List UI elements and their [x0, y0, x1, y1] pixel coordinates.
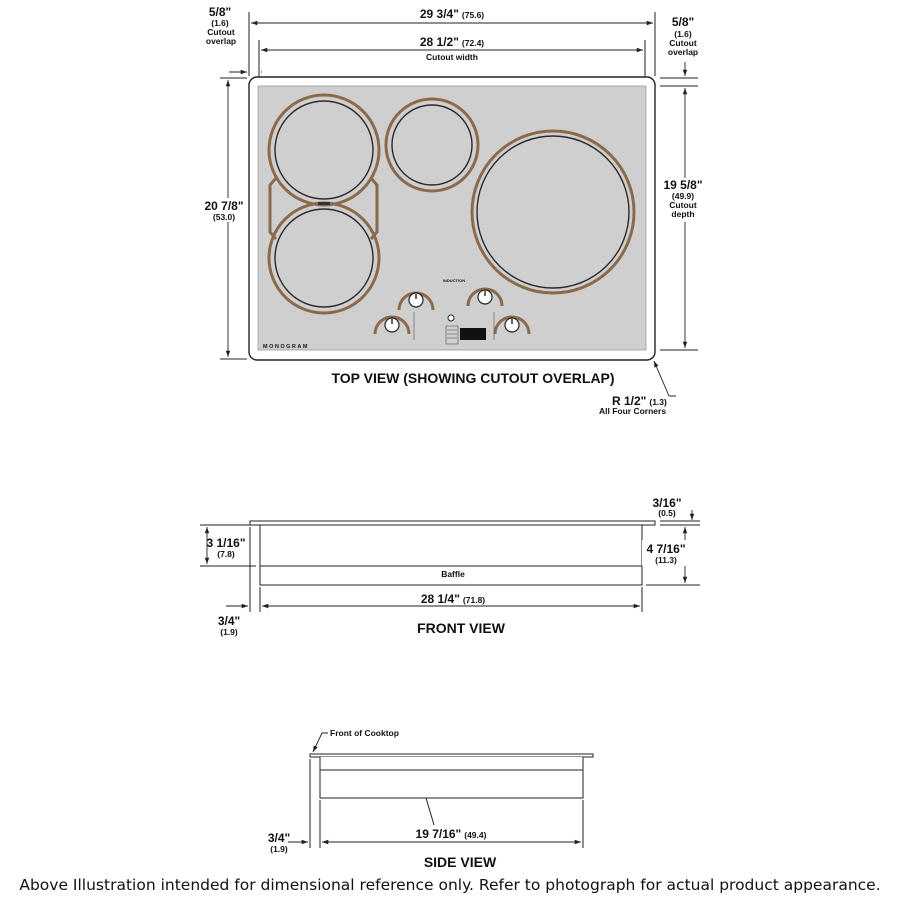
svg-text:Cutout: Cutout — [669, 200, 697, 210]
front-glass — [250, 521, 655, 525]
cutout-depth-label: 19 5/8" — [663, 178, 703, 192]
svg-text:(0.5): (0.5) — [658, 508, 676, 518]
side-offset-label: 3/4" — [267, 831, 291, 845]
cutout-width-label: 28 1/2" (72.4) — [419, 35, 485, 49]
top-view-title: TOP VIEW (SHOWING CUTOUT OVERLAP) — [331, 370, 615, 386]
svg-text:(49.9): (49.9) — [671, 191, 695, 201]
cooktop-glass — [258, 86, 646, 350]
right-overlap-label: 5/8" — [671, 15, 695, 29]
front-of-cooktop-label: Front of Cooktop — [330, 728, 399, 738]
svg-text:(1.9): (1.9) — [220, 627, 238, 637]
side-view-title: SIDE VIEW — [423, 854, 497, 870]
side-body — [320, 757, 583, 798]
svg-text:(7.8): (7.8) — [217, 549, 235, 559]
baffle-label: Baffle — [441, 569, 465, 579]
glass-thickness-label: 3/16" — [652, 496, 682, 510]
svg-text:overlap: overlap — [205, 36, 237, 46]
bridge-mark — [318, 202, 330, 205]
svg-text:(1.6): (1.6) — [674, 29, 692, 39]
disclaimer-text: Above Illustration intended for dimensional reference only. Refer to photograph for actual product appearance. — [19, 876, 881, 894]
svg-text:(53.0): (53.0) — [212, 212, 236, 222]
front-view-title: FRONT VIEW — [417, 620, 505, 636]
svg-text:Cutout: Cutout — [669, 38, 697, 48]
overall-depth-label: 20 7/8" — [204, 199, 244, 213]
induction-label: INDUCTION — [442, 278, 466, 283]
svg-text:(11.3): (11.3) — [655, 555, 677, 565]
top-view — [198, 5, 714, 416]
corner-radius-caption: All Four Corners — [599, 406, 667, 416]
front-bottom-offset-label: 3/4" — [217, 614, 241, 628]
svg-text:(1.9): (1.9) — [270, 844, 288, 854]
cutout-width-caption: Cutout width — [426, 52, 478, 62]
front-right-depth-label: 4 7/16" — [646, 542, 686, 556]
svg-text:(1.6): (1.6) — [211, 18, 229, 28]
front-width-label: 28 1/4" (71.8) — [420, 592, 486, 606]
left-overlap-label: 5/8" — [208, 5, 232, 19]
front-view — [200, 496, 700, 637]
brand-logo-text: MONOGRAM — [263, 344, 309, 350]
side-view — [268, 728, 593, 870]
timer-display — [460, 328, 486, 340]
svg-text:Cutout: Cutout — [207, 27, 235, 37]
overall-width-label: 29 3/4" (75.6) — [419, 7, 485, 21]
side-glass — [310, 754, 593, 757]
corner-radius-label: R 1/2" (1.3) — [612, 394, 667, 408]
front-left-depth-label: 3 1/16" — [206, 536, 246, 550]
side-depth-label: 19 7/16" (49.4) — [415, 827, 487, 841]
svg-text:depth: depth — [671, 209, 695, 219]
svg-text:overlap: overlap — [667, 47, 699, 57]
